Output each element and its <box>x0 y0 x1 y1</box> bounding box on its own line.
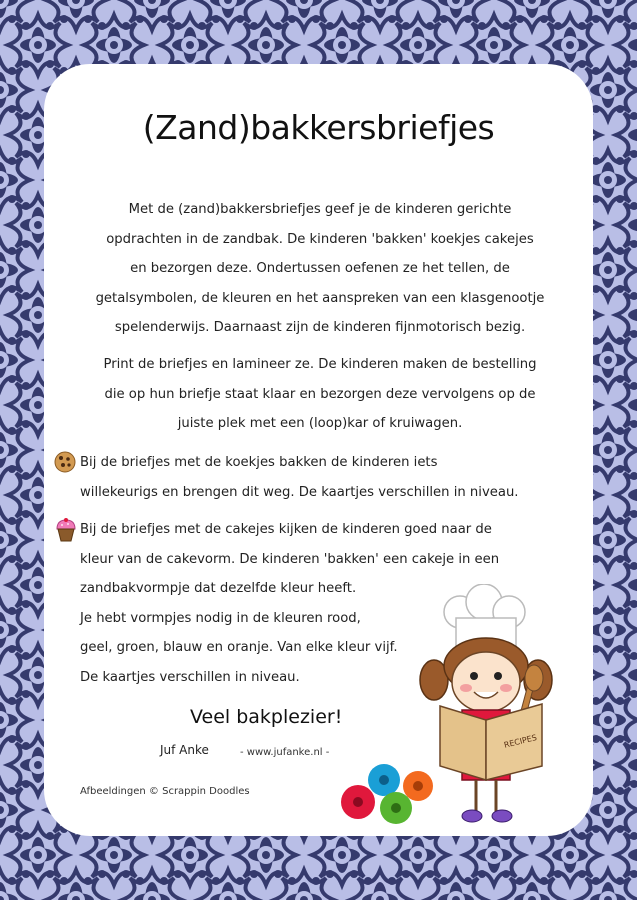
orange-mold-icon <box>403 771 433 801</box>
text-line: Je hebt vormpjes nodig in de kleuren rood, <box>80 610 361 626</box>
green-mold-icon <box>380 792 412 824</box>
blue-mold-icon <box>368 764 400 796</box>
text-line: Bij de briefjes met de cakejes kijken de kinderen goed naar de <box>80 522 492 537</box>
text-line: Print de briefjes en lamineer ze. De kinderen maken de bestelling <box>103 357 537 372</box>
text-line: getalsymbolen, de kleuren en het aanspreken van een klasgenootje <box>95 290 545 306</box>
text-line: willekeurigs en brengen dit weg. De kaartjes verschillen in niveau. <box>80 484 519 500</box>
text-line: juiste plek met een (loop)kar of kruiwagen. <box>177 416 463 431</box>
text-line: spelenderwijs. Daarnaast zijn de kinderen fijnmotorisch bezig. <box>114 320 526 335</box>
cookie-paragraph <box>80 448 558 507</box>
cake-molds-illustration <box>338 762 438 828</box>
text-line: opdrachten in de zandbak. De kinderen 'bakken' koekjes cakejes <box>106 231 534 247</box>
text-line: die op hun briefje staat klaar en bezorgen deze vervolgens op de <box>104 386 536 402</box>
author-name: Juf Anke <box>160 743 209 757</box>
text-line: geel, groen, blauw en oranje. Van elke kleur vijf. <box>80 640 398 655</box>
intro-paragraph <box>78 195 562 343</box>
text-line: Met de (zand)bakkersbriefjes geef je de kinderen gerichte <box>128 202 512 217</box>
website-text: - www.jufanke.nl - <box>240 747 330 758</box>
red-mold-icon <box>341 785 375 819</box>
cupcake-icon <box>54 517 78 543</box>
text-line: en bezorgen deze. Ondertussen oefenen ze het tellen, de <box>130 261 510 276</box>
print-instructions-paragraph <box>78 350 562 439</box>
book-label: RECIPES <box>503 732 538 750</box>
image-credit: Afbeeldingen © Scrappin Doodles <box>80 786 250 797</box>
text-line: Bij de briefjes met de koekjes bakken de kinderen iets <box>80 455 438 470</box>
text-line: De kaartjes verschillen in niveau. <box>80 669 300 685</box>
text-line: kleur van de cakevorm. De kinderen 'bakken' een cakeje in een <box>80 551 500 567</box>
text-line: zandbakvormpje dat dezelfde kleur heeft. <box>80 581 357 596</box>
slogan: Veel bakplezier! <box>190 706 343 728</box>
cookie-icon <box>54 451 76 473</box>
page-title: (Zand)bakkersbriefjes <box>142 108 495 147</box>
